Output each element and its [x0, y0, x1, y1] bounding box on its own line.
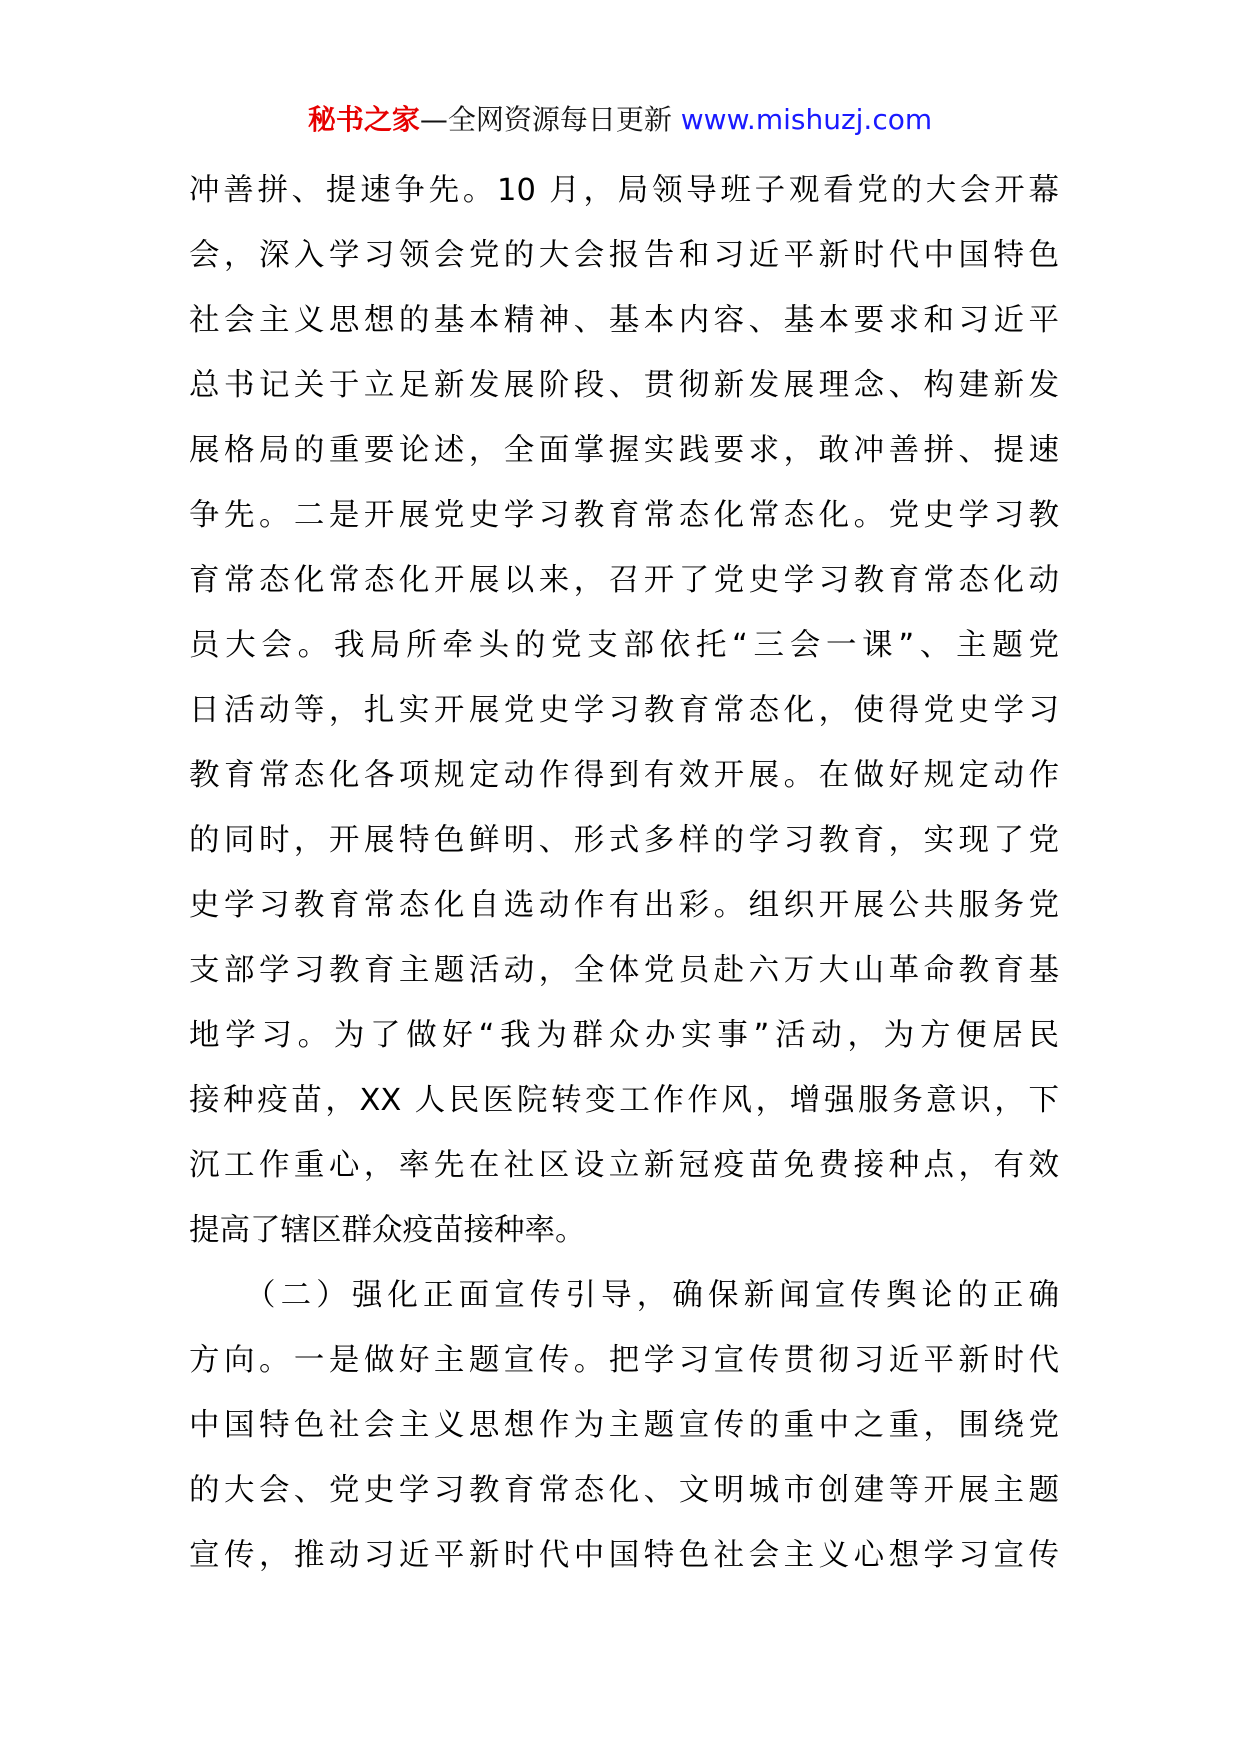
- paragraph-end-line: 提高了辖区群众疫苗接种率。: [189, 1213, 586, 1248]
- text-line: 教育常态化各项规定动作得到有效开展。在做好规定动作: [189, 758, 1059, 793]
- site-header: [0, 100, 1240, 140]
- site-brand: 秘书之家: [307, 103, 420, 136]
- text-line: 地学习。为了做好“我为群众办实事”活动，为方便居民: [189, 1018, 1059, 1053]
- site-url-link[interactable]: www.mishuzj.com: [680, 103, 933, 136]
- text-line: 会，深入学习领会党的大会报告和习近平新时代中国特色: [189, 238, 1059, 273]
- text-line: 日活动等，扎实开展党史学习教育常态化，使得党史学习: [189, 693, 1059, 728]
- text-line: 员大会。我局所牵头的党支部依托“三会一课”、主题党: [189, 628, 1059, 663]
- text-line: 中国特色社会主义思想作为主题宣传的重中之重，围绕党: [189, 1408, 1059, 1443]
- text-line: 支部学习教育主题活动，全体党员赴六万大山革命教育基: [189, 953, 1059, 988]
- text-line: 展格局的重要论述，全面掌握实践要求，敢冲善拼、提速: [189, 433, 1059, 468]
- text-line: 育常态化常态化开展以来，召开了党史学习教育常态化动: [189, 563, 1059, 598]
- text-line: 史学习教育常态化自选动作有出彩。组织开展公共服务党: [189, 888, 1059, 923]
- text-line: 社会主义思想的基本精神、基本内容、基本要求和习近平: [189, 303, 1059, 338]
- text-line: 沉工作重心，率先在社区设立新冠疫苗免费接种点，有效: [189, 1148, 1059, 1183]
- text-line: 的大会、党史学习教育常态化、文明城市创建等开展主题: [189, 1473, 1059, 1508]
- text-line: 的同时，开展特色鲜明、形式多样的学习教育，实现了党: [189, 823, 1059, 858]
- text-line: 争先。二是开展党史学习教育常态化常态化。党史学习教: [189, 498, 1059, 533]
- text-line: 冲善拼、提速争先。10 月，局领导班子观看党的大会开幕: [189, 173, 1059, 208]
- text-line: 宣传，推动习近平新时代中国特色社会主义心想学习宣传: [189, 1538, 1059, 1573]
- document-body: [189, 158, 1059, 1588]
- site-tagline: —全网资源每日更新: [419, 103, 681, 136]
- section-heading-line: （二）强化正面宣传引导，确保新闻宣传舆论的正确: [189, 1278, 1059, 1313]
- text-line: 方向。一是做好主题宣传。把学习宣传贯彻习近平新时代: [189, 1343, 1059, 1378]
- text-line: 接种疫苗，XX 人民医院转变工作作风，增强服务意识，下: [189, 1083, 1059, 1118]
- text-line: 总书记关于立足新发展阶段、贯彻新发展理念、构建新发: [189, 368, 1059, 403]
